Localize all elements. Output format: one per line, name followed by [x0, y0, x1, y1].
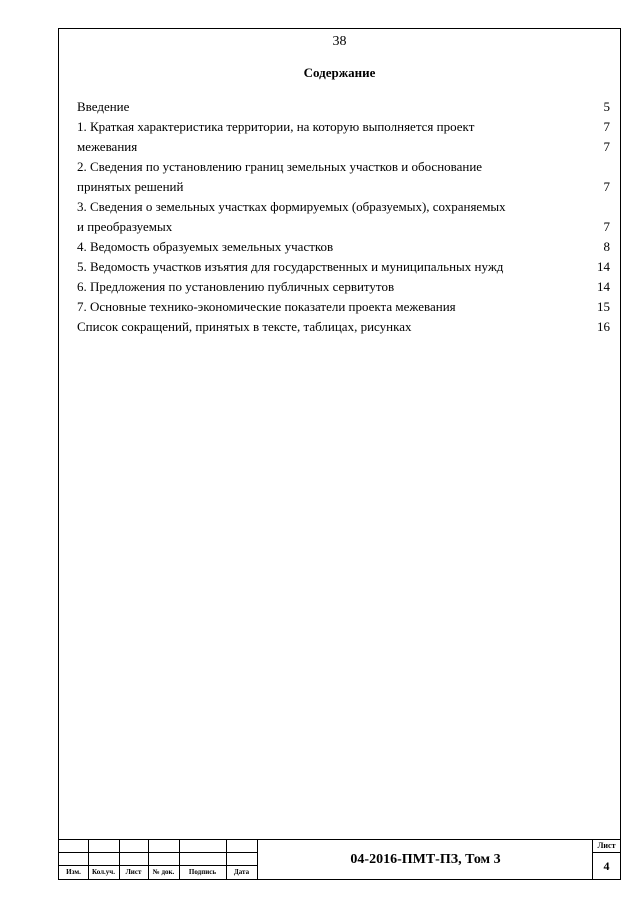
- toc-entry: [77, 257, 610, 277]
- toc-entry: [77, 177, 610, 197]
- stamp-label: Подпись: [188, 868, 217, 876]
- toc-entry-text: и преобразуемых: [77, 219, 173, 234]
- page-number: 38: [332, 34, 347, 49]
- toc-entry-page: 15: [597, 299, 610, 314]
- toc-entry-page: 8: [603, 239, 610, 254]
- sheet-label: Лист: [593, 840, 620, 853]
- stamp-label: Лист: [125, 868, 142, 876]
- table-of-contents: [77, 97, 610, 337]
- toc-entry-text: 3. Сведения о земельных участках формируемых (образуемых), сохраняемых: [77, 199, 506, 214]
- toc-entry-text: 1. Краткая характеристика территории, на которую выполняется проект: [77, 119, 475, 134]
- toc-entry-text: 7. Основные технико-экономические показатели проекта межевания: [77, 299, 456, 314]
- title-block: [59, 839, 620, 879]
- toc-entry-page: 14: [597, 259, 610, 274]
- toc-entry-text: 5. Ведомость участков изъятия для государственных и муниципальных нужд: [77, 259, 504, 274]
- toc-entry-page: 5: [603, 99, 610, 114]
- page-frame: [58, 28, 621, 880]
- toc-entry-page: 7: [603, 219, 610, 234]
- toc-entry: [77, 277, 610, 297]
- toc-entry-text: Список сокращений, принятых в тексте, таблицах, рисунках: [77, 319, 412, 334]
- sheet-number: 4: [603, 859, 610, 873]
- document-code: 04-2016-ПМТ-ПЗ, Том 3: [257, 840, 593, 879]
- toc-entry-page: 7: [603, 139, 610, 154]
- toc-entry: [77, 157, 610, 177]
- sheet-box: [592, 840, 620, 879]
- stamp-label: Дата: [233, 868, 250, 876]
- toc-entry-page: 14: [597, 279, 610, 294]
- toc-entry: [77, 297, 610, 317]
- toc-entry-text: 4. Ведомость образуемых земельных участков: [77, 239, 334, 254]
- toc-entry-page: 7: [603, 119, 610, 134]
- stamp-label: Изм.: [66, 868, 81, 876]
- revision-labels: [59, 866, 257, 879]
- stamp-label: № док.: [152, 868, 175, 876]
- toc-entry-text: Введение: [77, 99, 130, 114]
- toc-entry: [77, 197, 610, 217]
- toc-entry: [77, 137, 610, 157]
- toc-entry: [77, 237, 610, 257]
- toc-title: Содержание: [303, 65, 376, 80]
- toc-entry-text: межевания: [77, 139, 138, 154]
- toc-entry-text: 6. Предложения по установлению публичных сервитутов: [77, 279, 395, 294]
- toc-entry-page: 16: [597, 319, 610, 334]
- revision-grid: [59, 840, 257, 879]
- stamp-label: Кол.уч.: [91, 868, 115, 876]
- toc-entry-text: принятых решений: [77, 179, 184, 194]
- toc-entry-page: 7: [603, 179, 610, 194]
- toc-entry: [77, 317, 610, 337]
- toc-entry: [77, 117, 610, 137]
- toc-entry: [77, 97, 610, 117]
- toc-entry: [77, 217, 610, 237]
- toc-entry-text: 2. Сведения по установлению границ земельных участков и обоснование: [77, 159, 483, 174]
